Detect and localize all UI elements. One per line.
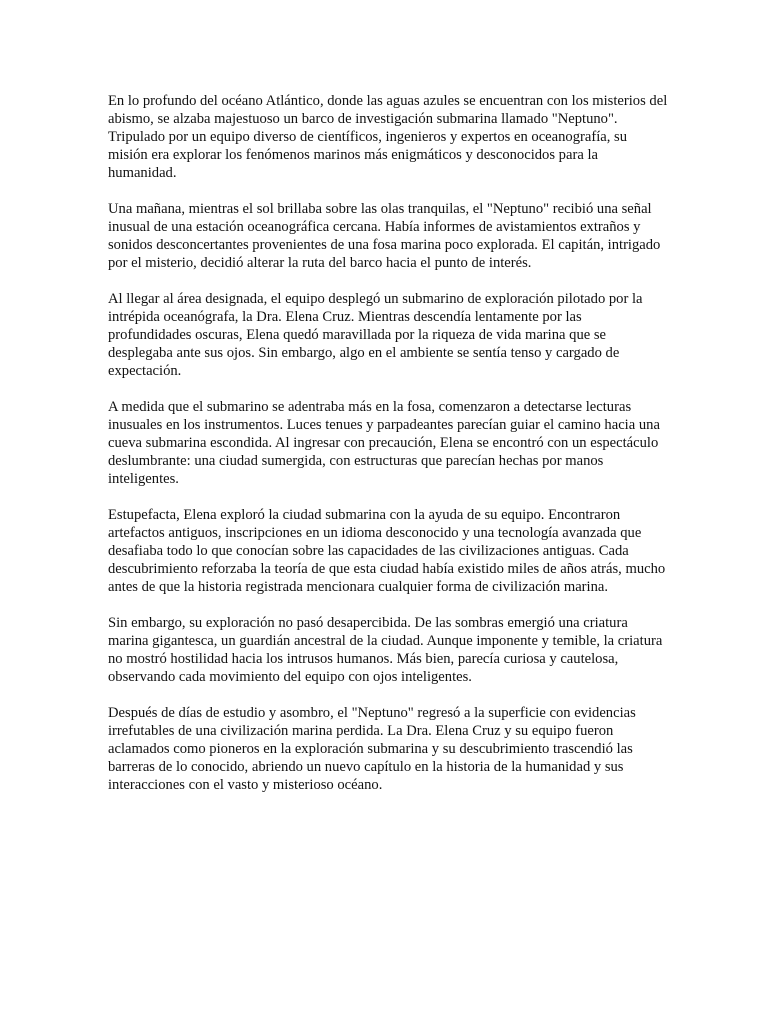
paragraph-4: A medida que el submarino se adentraba más en la fosa, comenzaron a detectarse lecturas inusuales en los instrumentos. Luces tenues y parpadeantes parecían guiar el camino hacia una cueva submarina escondida. Al ingresar con precaución, Elena se encontró con un espectáculo deslumbrante: una ciudad sumergida, con estructuras que parecían hechas por manos inteligentes. — [108, 399, 660, 487]
paragraph-7: Después de días de estudio y asombro, el "Neptuno" regresó a la superficie con evidencias irrefutables de una civilización marina perdida. La Dra. Elena Cruz y su equipo fueron aclamados como pioneros en la exploración submarina y su descubrimiento trascendió las barreras de lo conocido, abriendo un nuevo capítulo en la historia de la humanidad y sus interacciones con el vasto y misterioso océano. — [108, 705, 636, 793]
paragraph-2: Una mañana, mientras el sol brillaba sobre las olas tranquilas, el "Neptuno" recibió una señal inusual de una estación oceanográfica cercana. Había informes de avistamientos extraños y sonidos desconcertantes provenientes de una fosa marina poco explorada. El capitán, intrigado por el misterio, decidió alterar la ruta del barco hacia el punto de interés. — [108, 201, 661, 271]
document-body — [108, 92, 668, 812]
paragraph-1: En lo profundo del océano Atlántico, donde las aguas azules se encuentran con los misterios del abismo, se alzaba majestuoso un barco de investigación submarina llamado "Neptuno". Tripulado por un equipo diverso de científicos, ingenieros y expertos en oceanografía, su misión era explorar los fenómenos marinos más enigmáticos y desconocidos para la humanidad. — [108, 93, 668, 181]
paragraph-5: Estupefacta, Elena exploró la ciudad submarina con la ayuda de su equipo. Encontraron artefactos antiguos, inscripciones en un idioma desconocido y una tecnología avanzada que desafiaba todo lo que conocían sobre las capacidades de las civilizaciones antiguas. Cada descubrimiento reforzaba la teoría de que esta ciudad había existido miles de años atrás, mucho antes de que la historia registrada mencionara cualquier forma de civilización marina. — [108, 507, 666, 595]
paragraph-3: Al llegar al área designada, el equipo desplegó un submarino de exploración pilotado por la intrépida oceanógrafa, la Dra. Elena Cruz. Mientras descendía lentamente por las profundidades oscuras, Elena quedó maravillada por la riqueza de vida marina que se desplegaba ante sus ojos. Sin embargo, algo en el ambiente se sentía tenso y cargado de expectación. — [108, 291, 643, 379]
paragraph-6: Sin embargo, su exploración no pasó desapercibida. De las sombras emergió una criatura marina gigantesca, un guardián ancestral de la ciudad. Aunque imponente y temible, la criatura no mostró hostilidad hacia los intrusos humanos. Más bien, parecía curiosa y cautelosa, observando cada movimiento del equipo con ojos inteligentes. — [108, 615, 663, 685]
